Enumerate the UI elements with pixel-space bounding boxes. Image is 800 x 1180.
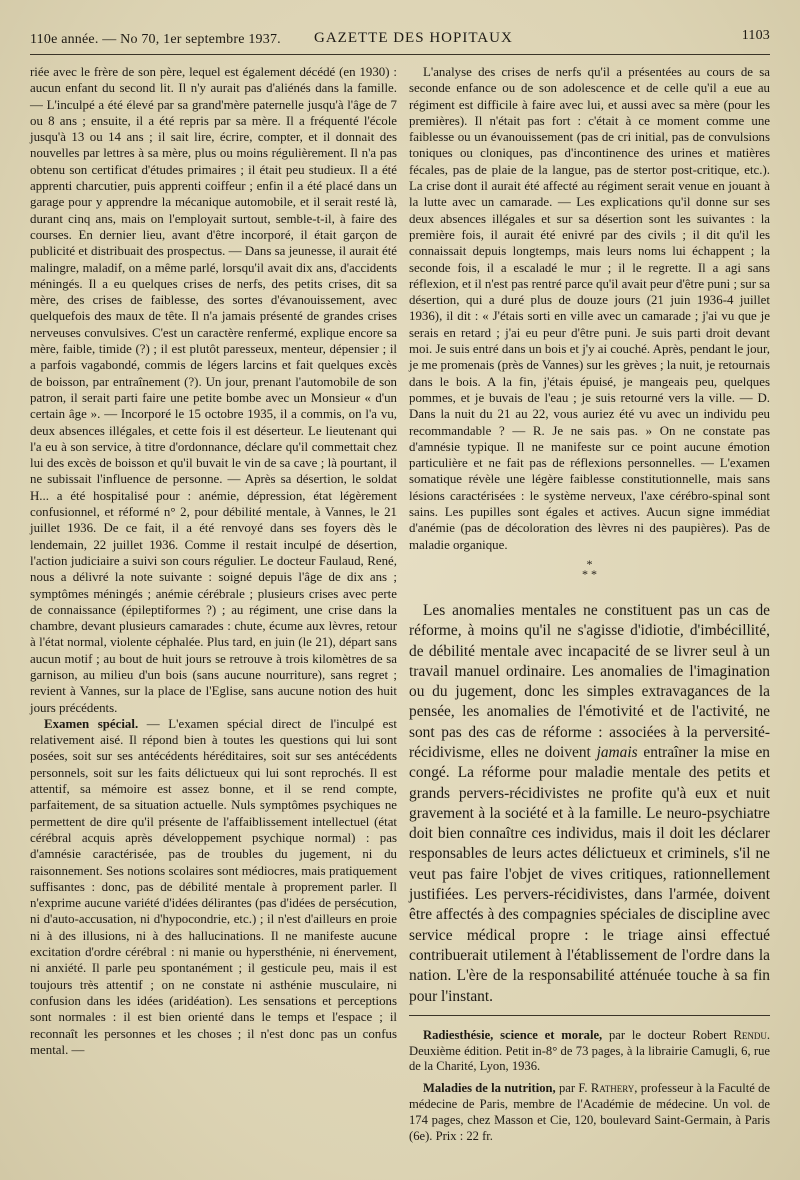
case-history-paragraph: riée avec le frère de son père, lequel est également décédé (en 1930) : aucun enfant du second lit. Il n'y aurait pas d'aliénés dans la famille. — L'inculpé a été élevé par sa grand'mère paternelle jusqu'à l'âge de 7 ou 8 ans ; ensuite, il a été repris par sa mère. Il a fréquenté l'école jusqu'à 13 ou 14 ans ; il sait lire, écrire, compter, et il donnait des nouvelles par lettres à sa mère, plus ou moins régulièrement. Il n'a pas obtenu son certificat d'études primaires ; il était peu studieux. Il a été apprenti charcutier, puis apprenti coiffeur ; enfin il a été placé dans un garage pour y apprendre la mécanique automobile, et il serait resté là, durant cinq ans, mais on l'employait surtout, semble-t-il, à faire des courses. En dernier lieu, avant d'être incorporé, il était garçon de publicité et distribuait des prospectus. — Dans sa jeunesse, il aurait été malingre, maladif, on a même parlé, lorsqu'il avait dix ans, d'accidents méningés. Il a eu quelques crises de nerfs, des petits crises, dit sa mère, des crises de faiblesse, des sortes d'évanouissement, avec quelquefois des maux de tête. Il n'a jamais présenté de grandes crises nerveuses convulsives. C'est un caractère renfermé, explique encore sa mère, faible, timide (?) ; il est plutôt paresseux, menteur, dépensier ; il a parfois vagabondé, commis de légers larcins et fait quelques excès de boisson, par entraînement (?). Un jour, prenant l'automobile de son patron, il serait parti faire une petite bombe avec un Monsieur « d'un certain âge ». — Incorporé le 15 octobre 1935, il a commis, on l'a vu, deux absences illégales, et cette fois il est déserteur. Le lieutenant qui l'a eu à son service, à titre d'ordonnance, déclare qu'il commettait chez lui des excès de boisson et qu'il buvait le vin de sa cave ; là pourtant, il ne subissait l'influence de personne. — Après sa désertion, le soldat H... a été hospitalisé pour : anémie, dépression, état légèrement confusionnel, et réformé n° 2, pour débilité mentale, à Vannes, le 21 juillet 1936. De ce fait, il a été renvoyé dans ses foyers dès le lendemain, 22 juillet 1936. Comme il restait inculpé de désertion, l'action judiciaire a suivi son cours régulier. Le docteur Faulaud, René, nous a délivré la note suivante : soigné depuis l'âge de dix ans ; symptômes méningés ; anémie cérébrale ; plusieurs crises avec perte de connaissance (épileptiformes ?) ; au régiment, une crise dans la chambre, devant plusieurs camarades : chute, écume aux lèvres, retour à l'état normal, violente céphalée. Plus tard, en juin (le 21), départ sans aucun motif ; au bout de huit jours se retrouve à trois kilomètres de sa garnison, au milieu d'un bois (sans aucune nourriture), sans regret ; revient à Vannes, sur la place de l'Eglise, sans aucune notion des huit jours précédents. — [30, 65, 397, 715]
page-number: 1103 — [741, 28, 770, 43]
special-exam-heading: Examen spécial. — [44, 716, 139, 731]
review-text: par F. — [555, 1081, 591, 1096]
header-rule — [30, 54, 770, 55]
conclusion-paragraph — [409, 601, 770, 1007]
issue-info: 110e année. — No 70, 1er septembre 1937. — [30, 32, 281, 47]
conclusion-text-a: Les anomalies mentales ne constituent pas un cas de réforme, à moins qu'il ne s'agisse d'idiotie, d'imbécillité, de débilité mentale avec incapacité de se livrer seul à un travail manuel ordinaire. Les anomalies de l'imagination ou du jugement, donc les simples extravagances de la pensée, les anomalies de l'émotivité et de l'activité, ne sont pas des cas de réforme : associées à la perversité-récidivisme, elles ne doivent — [409, 601, 770, 761]
review-title: Radiesthésie, science et morale, — [423, 1027, 603, 1042]
conclusion-emphasis: jamais — [596, 743, 638, 761]
review-author: Rathery — [590, 1081, 635, 1096]
asterism-top: * — [586, 556, 593, 571]
left-column — [30, 64, 397, 1058]
special-exam-text: — L'examen spécial direct de l'inculpé est relativement aisé. Il répond bien à toutes les questions qui lui sont posées, soit sur ses antécédents héréditaires, soit sur ses antécédents personnels, soit sur les faits délictueux qui lui sont reprochés. Il est attentif, sa mémoire est assez bonne, et il se rend compte, parfaitement, de sa situation actuelle. Nuls symptômes psychiques ne permettent de dire qu'il présente de l'affaiblissement intellectuel (état cérébral acquis après développement psychique normal) : pas d'amnésie caractérisée, pas de troubles du jugement, ni du raisonnement. Ses notions scolaires sont médiocres, mais pratiquement suffisantes : donc, pas de débilité mentale à proprement parler. Il n'exprime aucune variété d'idées délirantes (pas d'idées de persécution, ni d'auto-accusation, ni d'hypocondrie, etc.) ; il n'est d'ailleurs en proie ni à des illusions, ni à des hallucinations. Il ne manifeste aucune excitation d'ordre cérébral : ni manie ou hypersthénie, ni énervement, ni anxiété. Il parle peu spontanément ; il gesticule peu, mais il est toujours très attentif ; on ne constate ni asthénie musculaire, ni confusion dans les idées (aridéation). Les sensations et perceptions sont normales : il est bien orienté dans le temps et l'espace ; il reconnaît les personnes et les choses ; il n'est donc pas un confus mental. — — [30, 716, 397, 1057]
conclusion-text-b: entraîner la mise en congé. La réforme pour maladie mentale des petits et grands pervers-récidivistes ne profite qu'à eux et nuit gravement à la société et à la famille. Le neuro-psychiatre doit bien connaître ces individus, mais il doit les déclarer responsables de leurs actes délictueux et criminels, s'il ne veut pas faire l'objet de vives critiques, rationnellement justifiées. Les pervers-récidivistes, dans l'armée, doivent être affectés à des compagnies spéciales de discipline avec service médical propre : le triage ainsi effectué contribuerait utilement à l'établissement de l'ordre dans la nation. L'ère de la responsabilité atténuée touche à sa fin pour l'instant. — [409, 743, 771, 1005]
review-text: . Deuxième édition. Petit in-8° de 73 pages, à la librairie Camugli, 6, rue de la Charité, Lyon, 1936. — [409, 1027, 771, 1074]
book-review-radiesthesie — [409, 1028, 770, 1075]
review-title: Maladies de la nutrition, — [423, 1081, 556, 1096]
special-exam-paragraph — [30, 716, 397, 1058]
review-text: par le docteur Robert — [602, 1027, 734, 1042]
page-header — [30, 28, 770, 52]
crisis-analysis-paragraph: L'analyse des crises de nerfs qu'il a présentées au cours de sa seconde enfance ou de son adolescence et de celle qu'il a eue au régiment est difficile à faire avec lui, et aussi avec sa mère (pour les premières). Il n'était pas fort : c'était à ce moment comme une faiblesse ou un évanouissement (pas de cri initial, pas de convulsions toniques ou cloniques, pas d'incontinence des urines et matières fécales, pas de plaie de la langue, pas de stertor post-critique, etc.). La crise dont il aurait été affecté au régiment serait venue en jouant à la lutte avec un camarade. — Les explications qu'il donne sur ses deux absences illégales et sur sa désertion sont les suivantes : la première fois, il aurait été enivré par des civils ; il dit qu'il les connaissait depuis longtemps, mais leurs noms lui échappent ; la seconde fois, il a escaladé le mur ; il le regrette. Il a agi sans réflexion, et il n'est pas rentré parce qu'il avait peur d'être puni ; sur sa désertion, qui a duré plus de douze jours (21 juin 1936-4 juillet 1936), il dit : « J'étais sorti en ville avec un camarade ; j'ai vu que je serais en retard ; j'ai eu peur d'être puni. Je suis parti droit devant moi. Je suis entré dans un bois et j'y ai couché. Après, pendant le jour, je me promenais (près de Vannes) sur les grèves ; la nuit, je retournais dans le bois. A la fin, j'étais épuisé, je mangeais peu, quelques pommes, et je buvais de l'eau ; je suis retourné vers la ville. — D. Dans la nuit du 21 au 22, vous auriez été vu avec un individu peu recommandable ? — R. Je ne sais pas. » On ne constate pas d'amnésie typique. Il ne manifeste sur ce point aucune émotion particulière et ne fait pas de réflexions personnelles. — L'examen somatique révèle une légère faiblesse constitutionnelle, mais sans lésions caractérisées : le système nerveux, l'axe cérébro-spinal sont sains. Les pupilles sont égales et actives. Aucun signe immédiat d'anémie (pas de décoloration des lèvres ni des paupières). Pas de maladie organique. — [409, 65, 770, 552]
right-column — [409, 64, 770, 1150]
review-author: Rendu — [733, 1027, 767, 1042]
reviews-rule — [409, 1015, 770, 1016]
publication-title: GAZETTE DES HOPITAUX — [314, 30, 513, 46]
section-asterism — [409, 556, 770, 581]
book-review-nutrition — [409, 1081, 770, 1144]
review-text: , professeur à la Faculté de médecine de Paris, membre de l'Académie de médecine. Un vol. de 174 pages, chez Masson et Cie, 120, boulevard Saint-Germain, à Paris (6e). Prix : 22 fr. — [409, 1081, 770, 1143]
asterism-bottom: * * — [582, 566, 597, 581]
